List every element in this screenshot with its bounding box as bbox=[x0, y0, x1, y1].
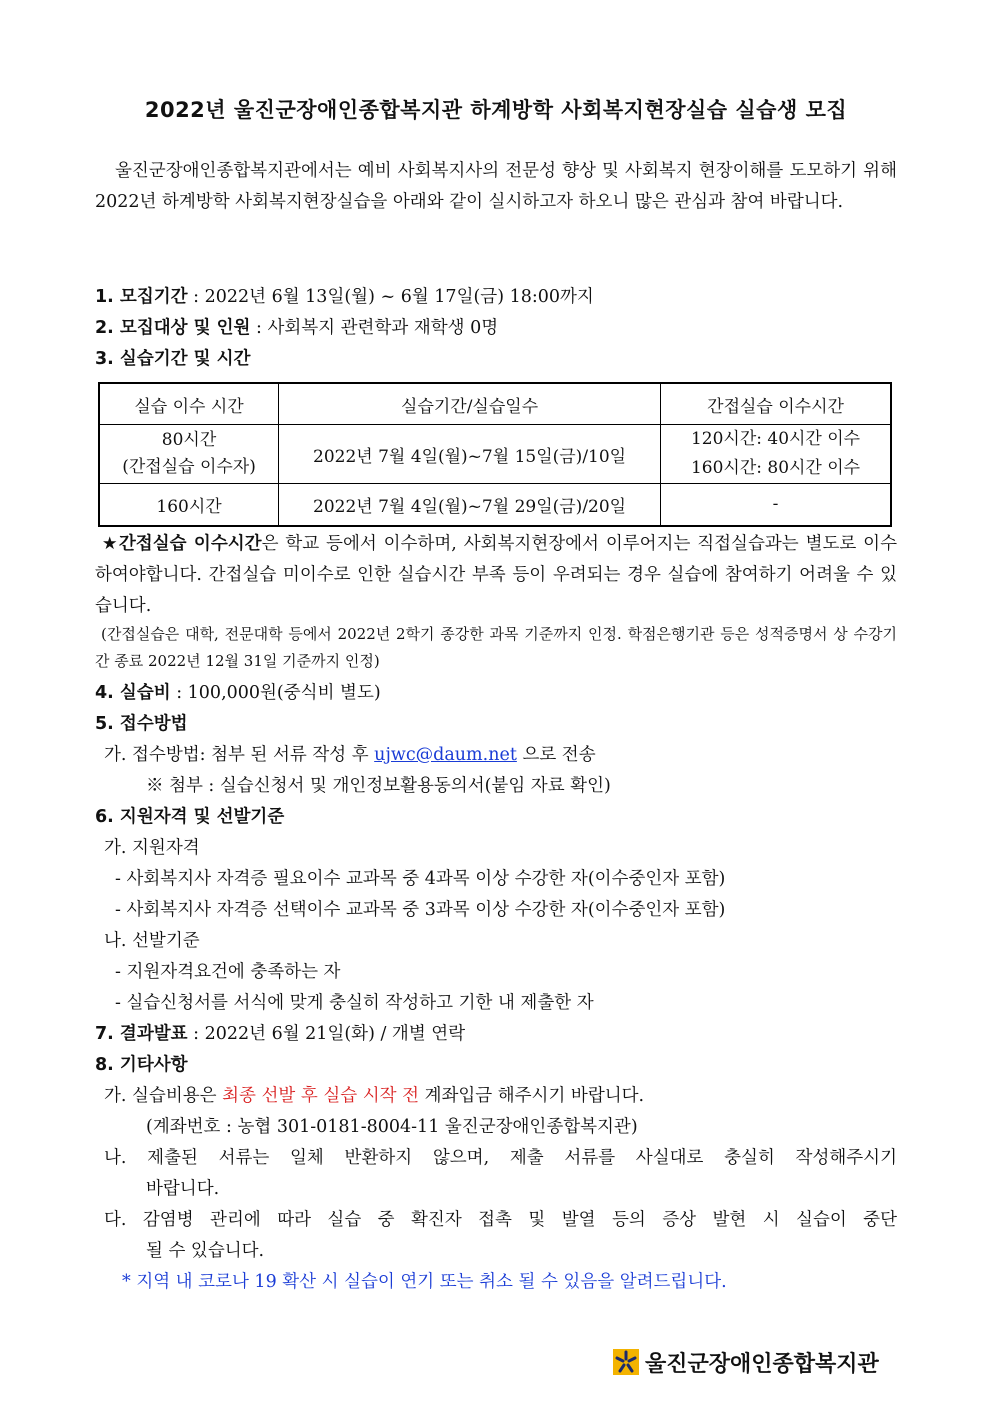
table-cell-indirect bbox=[661, 425, 891, 484]
table-header: 실습 이수 시간 bbox=[99, 383, 279, 425]
section-recruit-target bbox=[95, 314, 498, 339]
table-cell-period: 2022년 7월 4일(월)~7월 15일(금)/10일 bbox=[279, 425, 661, 484]
payment-text: 가. 실습비용은 bbox=[104, 1086, 223, 1106]
section-value: : 2022년 6월 21일(화) / 개별 연락 bbox=[187, 1024, 466, 1044]
method-suffix: 으로 전송 bbox=[516, 745, 596, 765]
indirect-text: 160시간: 80시간 이수 bbox=[690, 458, 861, 478]
selection-item: - 실습신청서를 서식에 맞게 충실히 작성하고 기한 내 제출한 자 bbox=[115, 993, 594, 1013]
section-value: : 100,000원(중식비 별도) bbox=[170, 683, 381, 703]
table-cell-period: 2022년 7월 4일(월)~7월 29일(금)/20일 bbox=[279, 484, 661, 526]
logo-text: 울진군장애인종합복지관 bbox=[645, 1351, 879, 1377]
schedule-table bbox=[98, 382, 892, 527]
note-text: 은 학교 등에서 이수하며, 사회복지현장에서 이루어지는 직접실습과는 별도로 이수하여야합니다. 간접실습 미이수로 인한 실습시간 부족 등이 우려되는 경우 실습에 참여하기 어려울 수 있습니다. bbox=[95, 534, 897, 616]
section-practice-period bbox=[95, 345, 250, 370]
intro-paragraph: 울진군장애인종합복지관에서는 예비 사회복지사의 전문성 향상 및 사회복지 현장이해를 도모하기 위해 2022년 하계방학 사회복지현장실습을 아래와 같이 실시하고자 하오니 많은 관심과 참여 바랍니다. bbox=[95, 161, 897, 212]
section-value: : 사회복지 관련학과 재학생 0명 bbox=[250, 318, 499, 338]
table-cell-indirect: - bbox=[661, 484, 891, 526]
page-title: 2022년 울진군장애인종합복지관 하계방학 사회복지현장실습 실습생 모집 bbox=[144, 98, 848, 122]
hours-text: 80시간 bbox=[161, 430, 217, 450]
section-label: 4. 실습비 bbox=[95, 683, 171, 703]
section-label: 8. 기타사항 bbox=[95, 1055, 188, 1075]
section-etc bbox=[95, 1051, 188, 1076]
hours-sub-text: (간접실습 이수자) bbox=[122, 457, 256, 477]
payment-suffix: 계좌입금 해주시기 바랍니다. bbox=[419, 1086, 645, 1106]
section-label: 3. 실습기간 및 시간 bbox=[95, 349, 251, 369]
method-text: 가. 접수방법: 첨부 된 서류 작성 후 bbox=[104, 745, 375, 765]
section-label: 5. 접수방법 bbox=[95, 714, 188, 734]
attachment-note: ※ 첨부 : 실습신청서 및 개인정보활용동의서(붙임 자료 확인) bbox=[146, 776, 611, 796]
section-fee bbox=[95, 679, 381, 704]
selection-heading: 나. 선발기준 bbox=[104, 931, 200, 951]
section-application bbox=[95, 710, 188, 735]
indirect-text: 120시간: 40시간 이수 bbox=[690, 429, 861, 449]
note-bold: ★간접실습 이수시간 bbox=[101, 534, 262, 554]
etc-item-infection: 다. 감염병 관리에 따라 실습 중 확진자 접촉 및 발열 등의 증상 발현 시 실습이 중단 bbox=[104, 1210, 897, 1230]
org-logo bbox=[613, 1346, 879, 1378]
account-number: (계좌번호 : 농협 301-0181-8004-11 울진군장애인종합복지관) bbox=[146, 1117, 638, 1137]
etc-item-payment bbox=[104, 1082, 644, 1107]
table-cell-hours: 160시간 bbox=[99, 484, 279, 526]
indirect-note-small: (간접실습은 대학, 전문대학 등에서 2022년 2학기 종강한 과목 기준까지 인정. 학점은행기관 등은 성적증명서 상 수강기간 종료 2022년 12월 31일 기준까지 인정) bbox=[95, 625, 897, 670]
indirect-note bbox=[95, 529, 897, 622]
table-row bbox=[99, 484, 891, 526]
email-link[interactable]: ujwc@daum.net bbox=[374, 745, 517, 765]
section-result bbox=[95, 1020, 465, 1045]
logo-star-icon bbox=[613, 1349, 639, 1375]
covid-notice: * 지역 내 코로나 19 확산 시 실습이 연기 또는 취소 될 수 있음을 알려드립니다. bbox=[122, 1272, 727, 1292]
qualification-item: - 사회복지사 자격증 필요이수 교과목 중 4과목 이상 수강한 자(이수중인자 포함) bbox=[115, 869, 726, 889]
application-method bbox=[104, 741, 596, 766]
table-header-row bbox=[99, 383, 891, 425]
section-label: 6. 지원자격 및 선발기준 bbox=[95, 807, 285, 827]
section-qualification bbox=[95, 803, 284, 828]
section-label: 7. 결과발표 bbox=[95, 1024, 188, 1044]
section-label: 1. 모집기간 bbox=[95, 287, 188, 307]
payment-highlight: 최종 선발 후 실습 시작 전 bbox=[222, 1086, 419, 1106]
etc-item-documents-cont: 바랍니다. bbox=[146, 1179, 220, 1199]
section-label: 2. 모집대상 및 인원 bbox=[95, 318, 251, 338]
selection-item: - 지원자격요건에 충족하는 자 bbox=[115, 962, 341, 982]
table-header: 간접실습 이수시간 bbox=[661, 383, 891, 425]
table-row bbox=[99, 425, 891, 484]
etc-item-documents: 나. 제출된 서류는 일체 반환하지 않으며, 제출 서류를 사실대로 충실히 작성해주시기 bbox=[104, 1148, 897, 1168]
qualification-heading: 가. 지원자격 bbox=[104, 838, 200, 858]
table-cell-hours bbox=[99, 425, 279, 484]
section-value: : 2022년 6월 13일(월) ~ 6월 17일(금) 18:00까지 bbox=[187, 287, 594, 307]
qualification-item: - 사회복지사 자격증 선택이수 교과목 중 3과목 이상 수강한 자(이수중인자 포함) bbox=[115, 900, 726, 920]
section-recruit-period bbox=[95, 283, 594, 308]
etc-item-infection-cont: 될 수 있습니다. bbox=[146, 1241, 265, 1261]
table-header: 실습기간/실습일수 bbox=[279, 383, 661, 425]
